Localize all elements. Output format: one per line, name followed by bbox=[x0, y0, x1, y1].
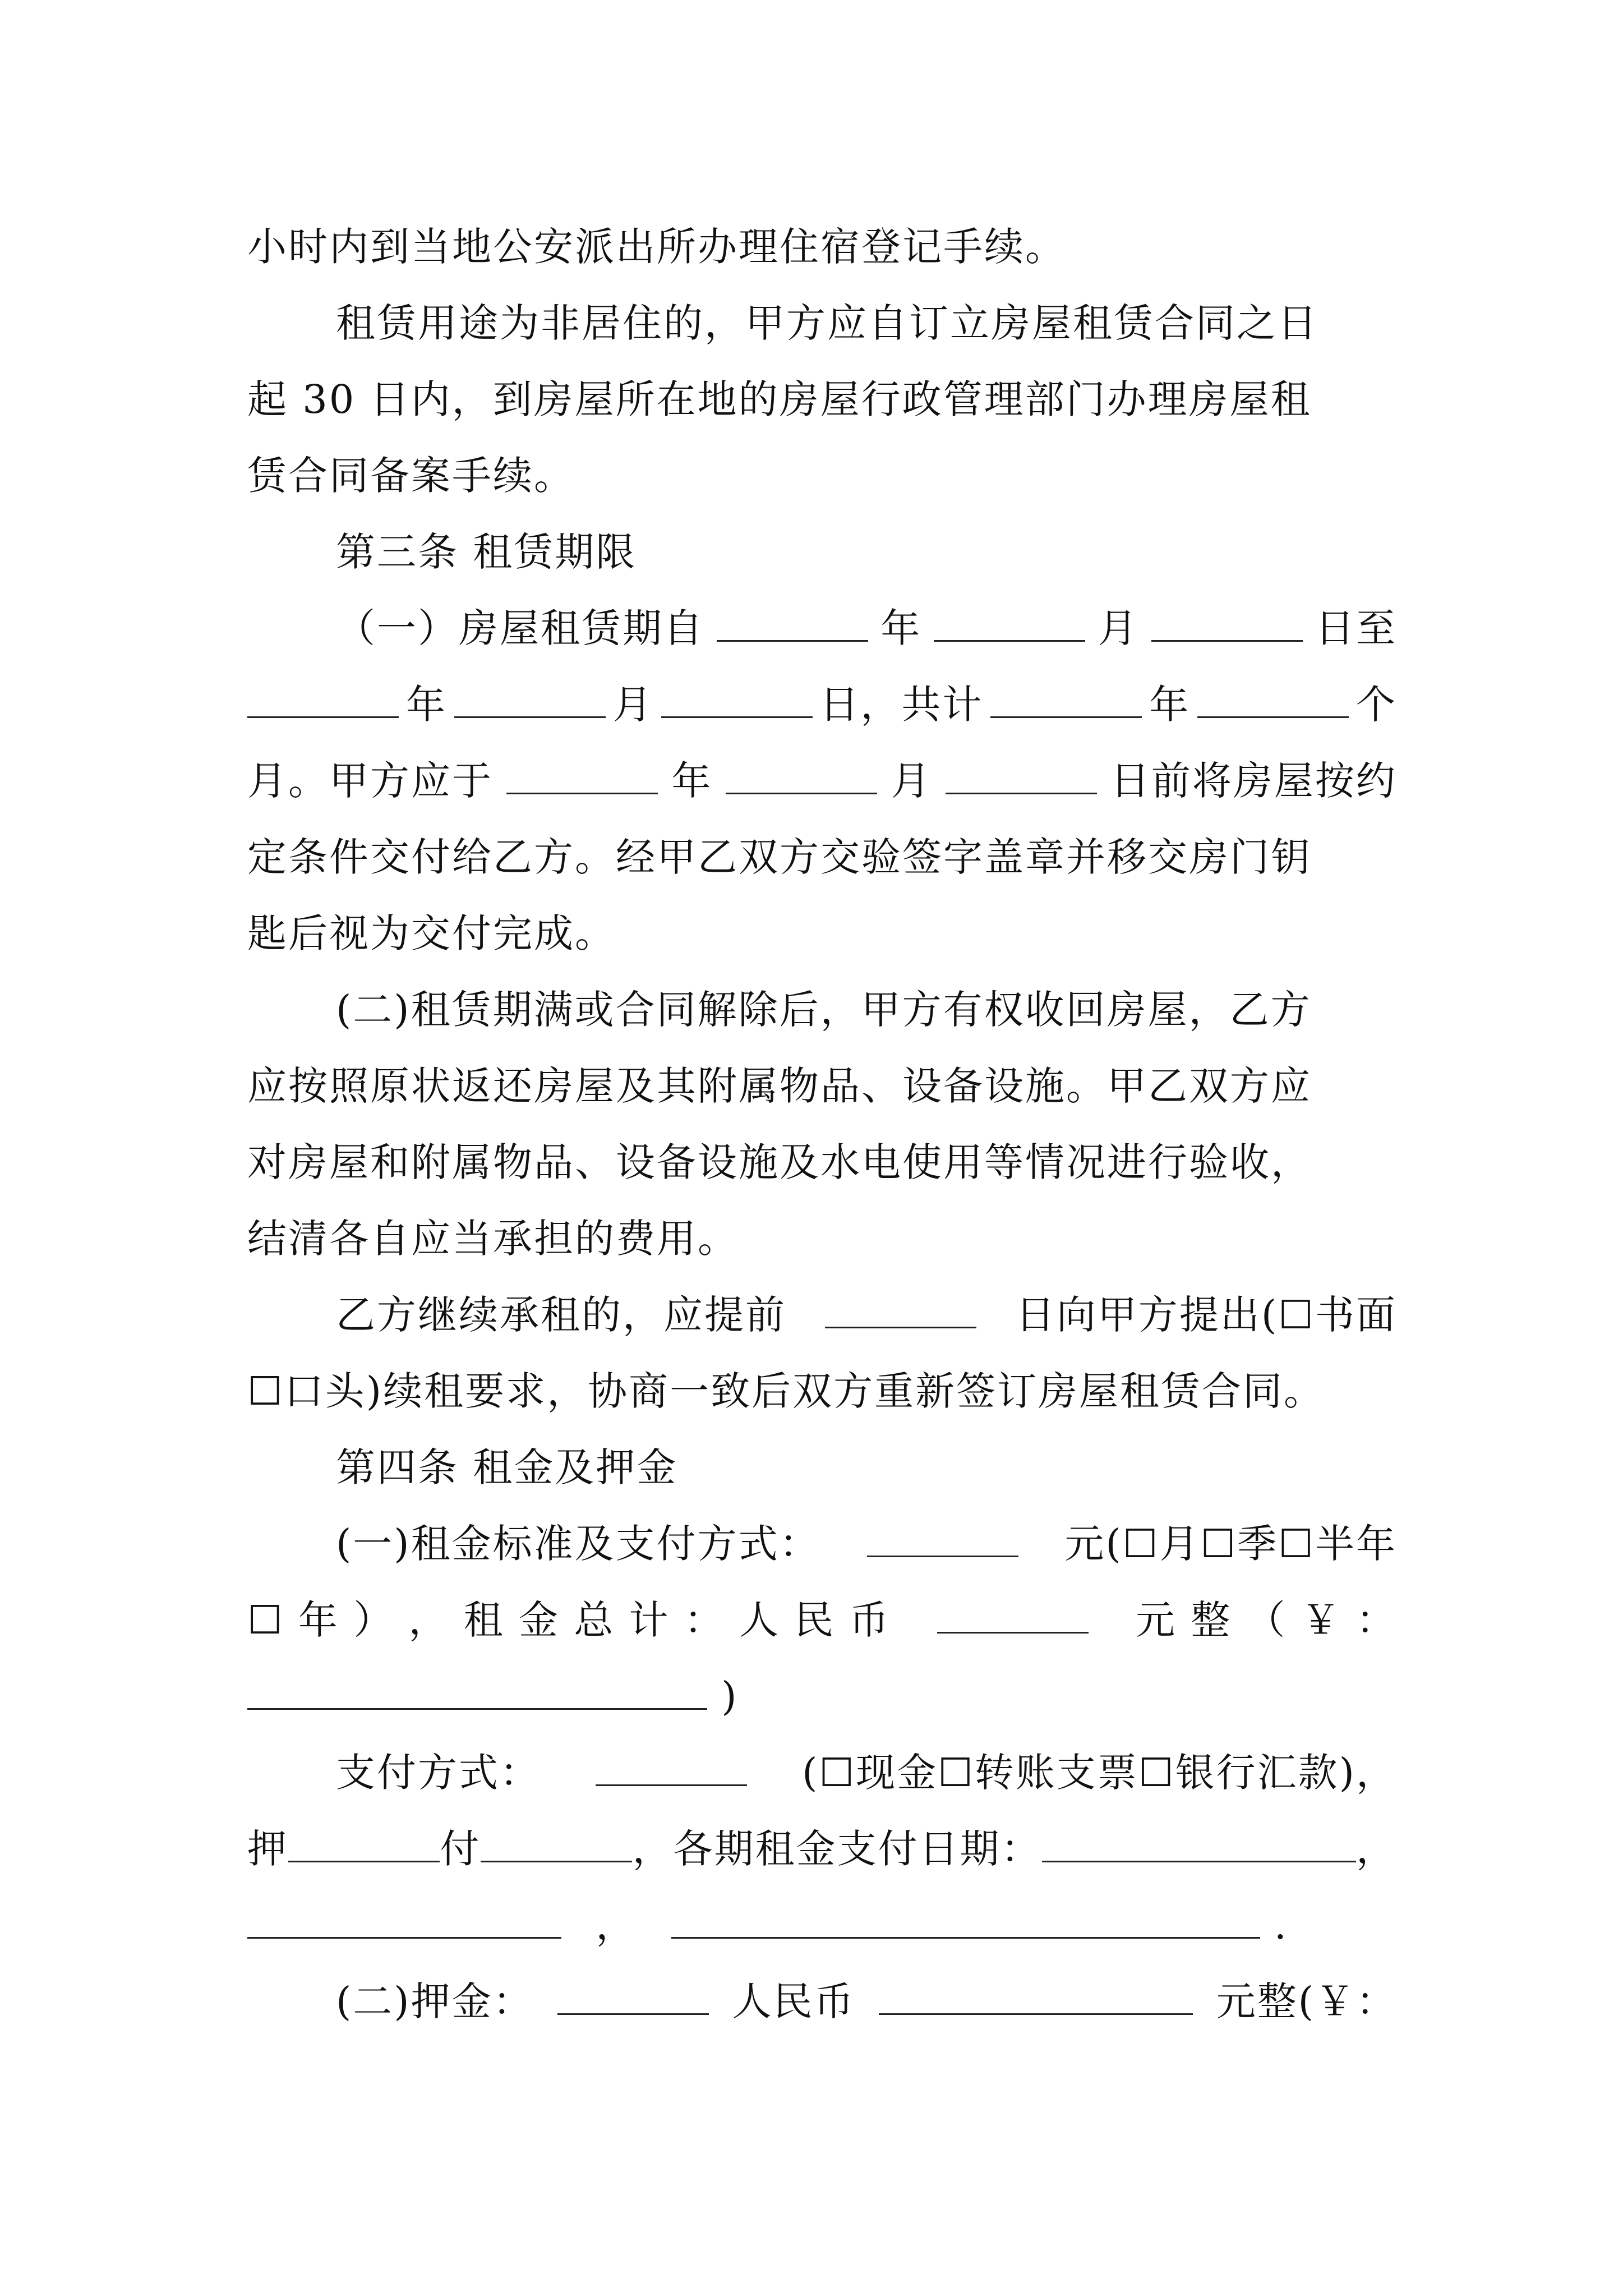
text-line bbox=[247, 1887, 1397, 1963]
text-line bbox=[247, 1734, 1397, 1811]
text-line bbox=[247, 1658, 1397, 1734]
fill-blank[interactable] bbox=[661, 684, 813, 718]
text-segment: ) bbox=[721, 1673, 739, 1719]
fill-blank[interactable] bbox=[288, 1828, 440, 1862]
text-segment: ☐ 年 ） ， 租 金 总 计 ： 人 民 币 bbox=[247, 1597, 891, 1643]
fill-blank[interactable] bbox=[247, 1904, 561, 1939]
fill-blank[interactable] bbox=[825, 1294, 976, 1328]
text-line bbox=[247, 666, 1397, 743]
fill-blank[interactable] bbox=[557, 1981, 709, 2015]
text-segment: 支付方式： bbox=[336, 1750, 541, 1796]
text-segment: 元整(￥： bbox=[1216, 1978, 1397, 2024]
text-line: 赁合同备案手续。 bbox=[247, 453, 575, 499]
text-segment: . bbox=[1274, 1902, 1289, 1948]
text-segment: ，各期租金支付日期： bbox=[632, 1826, 1042, 1872]
text-segment: 付 bbox=[440, 1826, 481, 1872]
text-line: 小时内到当地公安派出所办理住宿登记手续。 bbox=[247, 224, 1066, 270]
text-line bbox=[247, 1811, 1397, 1887]
text-line: 结清各自应当承担的费用。 bbox=[247, 1216, 739, 1262]
fill-blank[interactable] bbox=[946, 760, 1097, 794]
section-heading: 第三条 租赁期限 bbox=[336, 529, 637, 575]
fill-blank[interactable] bbox=[1197, 684, 1349, 718]
fill-blank[interactable] bbox=[1151, 608, 1303, 642]
text-segment: 日前将房屋按约 bbox=[1110, 758, 1397, 804]
text-line: 定条件交付给乙方。经甲乙双方交验签字盖章并移交房门钥 bbox=[247, 834, 1312, 880]
text-segment: 乙方继续承租的，应提前 bbox=[336, 1292, 786, 1338]
fill-blank[interactable] bbox=[937, 1599, 1089, 1634]
text-segment: 年 bbox=[1149, 682, 1191, 728]
fill-blank[interactable] bbox=[879, 1981, 1193, 2015]
text-line: 租赁用途为非居住的，甲方应自订立房屋租赁合同之日 bbox=[336, 300, 1318, 346]
text-line bbox=[247, 1582, 1397, 1658]
text-segment: ， bbox=[1355, 1826, 1397, 1872]
fill-blank[interactable] bbox=[934, 608, 1085, 642]
fill-blank[interactable] bbox=[717, 608, 868, 642]
text-segment: 年 bbox=[880, 605, 922, 651]
fill-blank[interactable] bbox=[596, 1752, 747, 1786]
text-line bbox=[247, 590, 1397, 666]
text-line bbox=[247, 1277, 1397, 1353]
fill-blank[interactable] bbox=[990, 684, 1142, 718]
text-segment: 月 bbox=[1098, 605, 1139, 651]
text-line bbox=[247, 1506, 1397, 1582]
fill-blank[interactable] bbox=[454, 684, 606, 718]
fill-blank[interactable] bbox=[867, 1523, 1018, 1557]
document-body bbox=[247, 209, 1397, 2040]
fill-blank[interactable] bbox=[506, 760, 658, 794]
text-segment: 人民币 bbox=[732, 1978, 855, 2024]
text-segment: 月。甲方应于 bbox=[247, 758, 493, 804]
text-segment: 月 bbox=[891, 758, 932, 804]
text-segment: 年 bbox=[405, 682, 447, 728]
section-heading: 第四条 租金及押金 bbox=[336, 1444, 678, 1490]
text-line: 应按照原状返还房屋及其附属物品、设备设施。甲乙双方应 bbox=[247, 1063, 1312, 1109]
text-line: 匙后视为交付完成。 bbox=[247, 910, 616, 956]
text-segment: 元 整 （ ￥ ： bbox=[1135, 1597, 1397, 1643]
text-line bbox=[247, 743, 1397, 819]
fill-blank[interactable] bbox=[247, 1676, 707, 1710]
text-segment: 日，共计 bbox=[819, 682, 984, 728]
text-segment: 日向甲方提出(☐书面 bbox=[1015, 1292, 1397, 1338]
fill-blank[interactable] bbox=[1042, 1828, 1356, 1862]
text-line bbox=[247, 1963, 1397, 2040]
fill-blank[interactable] bbox=[247, 684, 399, 718]
text-line: ☐口头)续租要求，协商一致后双方重新签订房屋租赁合同。 bbox=[247, 1368, 1325, 1414]
text-segment: 个 bbox=[1355, 682, 1397, 728]
text-segment: 月 bbox=[612, 682, 654, 728]
fill-blank[interactable] bbox=[726, 760, 877, 794]
text-line: 对房屋和附属物品、设备设施及水电使用等情况进行验收， bbox=[247, 1139, 1312, 1185]
text-segment: (二)押金： bbox=[336, 1978, 534, 2024]
text-segment: 押 bbox=[247, 1826, 288, 1872]
text-segment: 年 bbox=[671, 758, 713, 804]
text-segment: ， bbox=[596, 1902, 637, 1948]
text-line: 起 30 日内，到房屋所在地的房屋行政管理部门办理房屋租 bbox=[247, 376, 1312, 422]
fill-blank[interactable] bbox=[481, 1828, 632, 1862]
text-segment: 元(☐月☐季☐半年 bbox=[1064, 1521, 1397, 1567]
text-segment: (☐现金☐转账支票☐银行汇款)， bbox=[802, 1750, 1397, 1796]
text-line: (二)租赁期满或合同解除后，甲方有权收回房屋，乙方 bbox=[336, 987, 1312, 1033]
text-segment: 日至 bbox=[1315, 605, 1397, 651]
text-segment: （一）房屋租赁期自 bbox=[336, 605, 704, 651]
text-segment: (一)租金标准及支付方式： bbox=[336, 1521, 820, 1567]
fill-blank[interactable] bbox=[671, 1904, 1260, 1939]
